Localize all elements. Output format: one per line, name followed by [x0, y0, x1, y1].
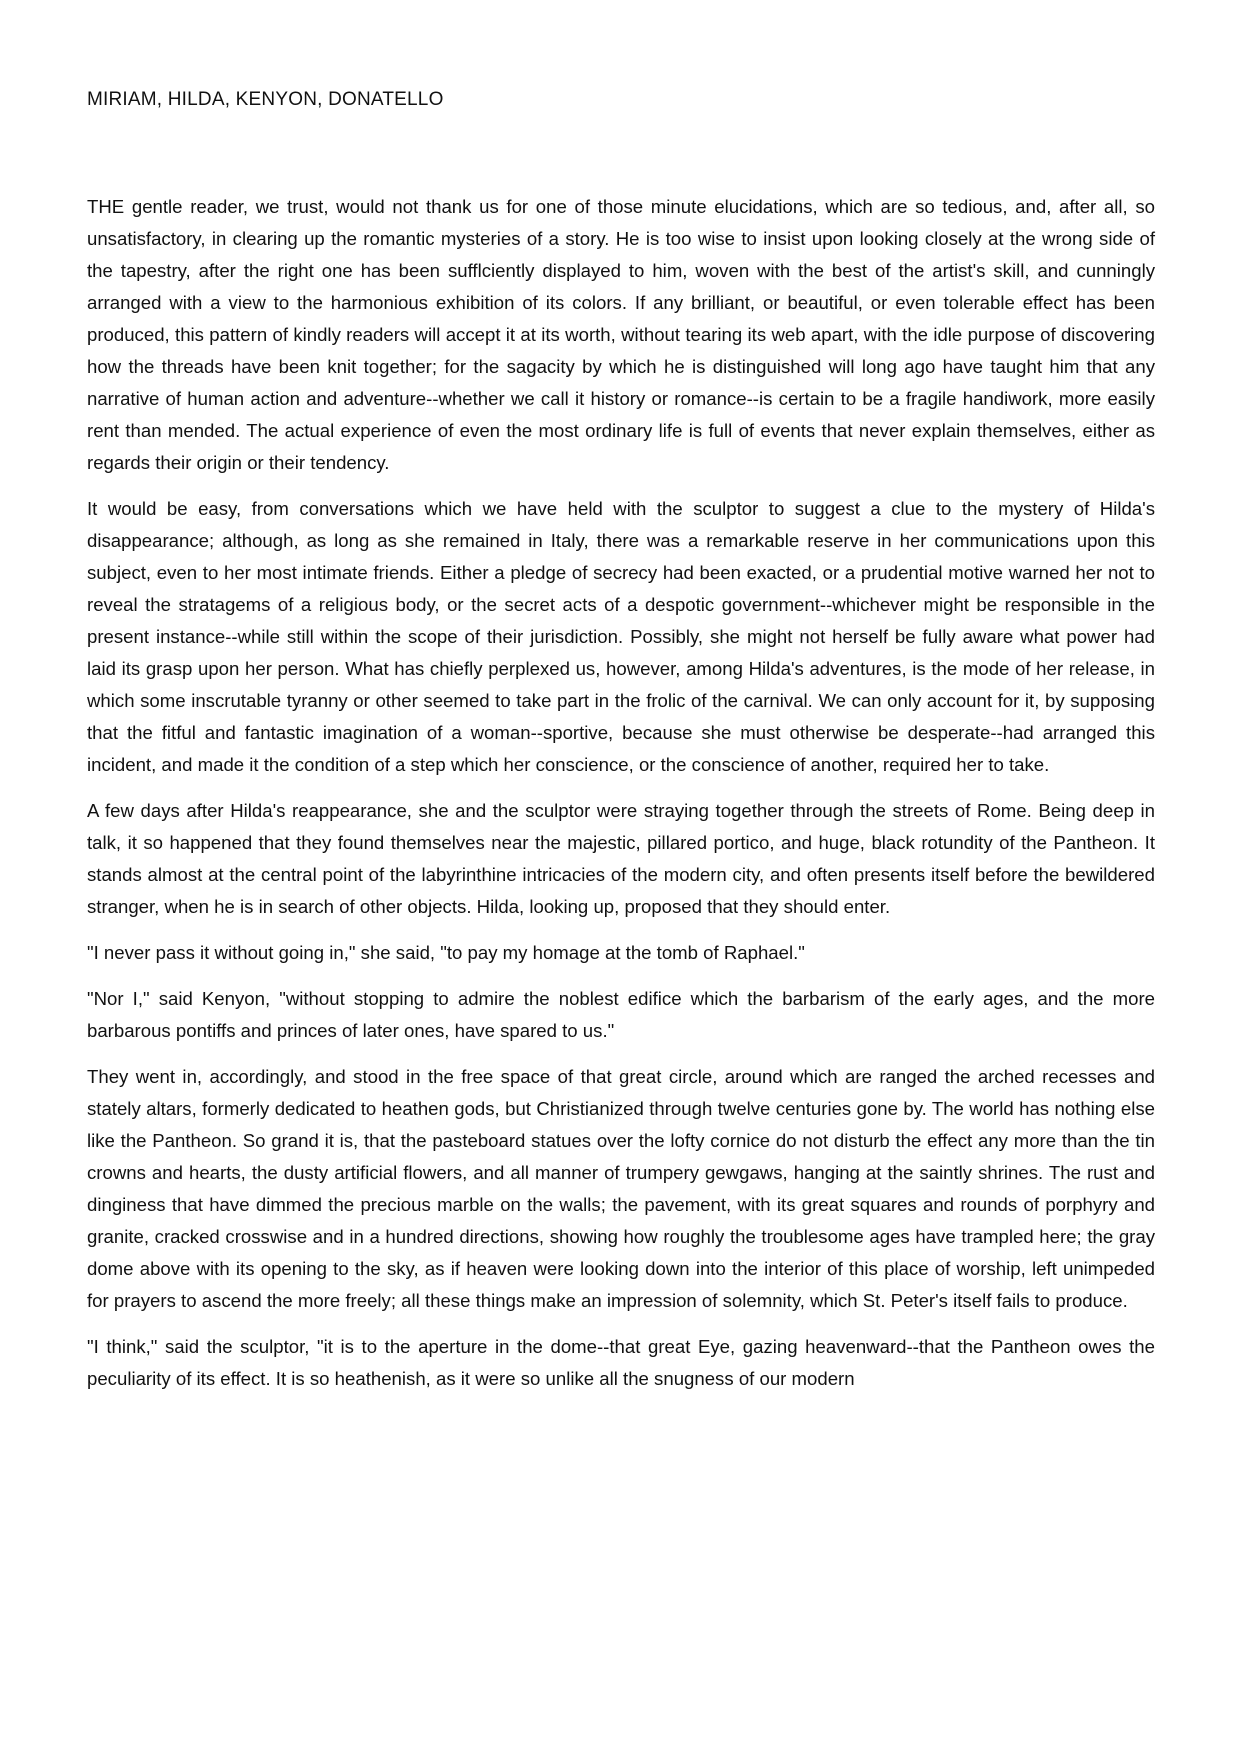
- paragraph: It would be easy, from conversations which we have held with the sculptor to suggest a clue to the mystery of Hilda's disappearance; although, as long as she remained in Italy, there was a remarkable reserve in her communications upon this subject, even to her most intimate friends. Either a pledge of secrecy had been exacted, or a prudential motive warned her not to reveal the stratagems of a religious body, or the secret acts of a despotic government--whichever might be responsible in the present instance--while still within the scope of their jurisdiction. Possibly, she might not herself be fully aware what power had laid its grasp upon her person. What has chiefly perplexed us, however, among Hilda's adventures, is the mode of her release, in which some inscrutable tyranny or other seemed to take part in the frolic of the carnival. We can only account for it, by supposing that the fitful and fantastic imagination of a woman--sportive, because she must otherwise be desperate--had arranged this incident, and made it the condition of a step which her conscience, or the conscience of another, required her to take.: [87, 498, 1155, 775]
- body-text: [87, 191, 1155, 1409]
- chapter-title: MIRIAM, HILDA, KENYON, DONATELLO: [87, 89, 444, 110]
- paragraph: "Nor I," said Kenyon, "without stopping to admire the noblest edifice which the barbarism of the early ages, and the more barbarous pontiffs and princes of later ones, have spared to us.": [87, 988, 1155, 1041]
- paragraph: "I think," said the sculptor, "it is to the aperture in the dome--that great Eye, gazing heavenward--that the Pantheon owes the peculiarity of its effect. It is so heathenish, as it were so unlike all the snugness of our modern: [87, 1336, 1155, 1389]
- paragraph: A few days after Hilda's reappearance, she and the sculptor were straying together through the streets of Rome. Being deep in talk, it so happened that they found themselves near the majestic, pillared portico, and huge, black rotundity of the Pantheon. It stands almost at the central point of the labyrinthine intricacies of the modern city, and often presents itself before the bewildered stranger, when he is in search of other objects. Hilda, looking up, proposed that they should enter.: [87, 800, 1155, 917]
- paragraph: They went in, accordingly, and stood in the free space of that great circle, around which are ranged the arched recesses and stately altars, formerly dedicated to heathen gods, but Christianized through twelve centuries gone by. The world has nothing else like the Pantheon. So grand it is, that the pasteboard statues over the lofty cornice do not disturb the effect any more than the tin crowns and hearts, the dusty artificial flowers, and all manner of trumpery gewgaws, hanging at the saintly shrines. The rust and dinginess that have dimmed the precious marble on the walls; the pavement, with its great squares and rounds of porphyry and granite, cracked crosswise and in a hundred directions, showing how roughly the troublesome ages have trampled here; the gray dome above with its opening to the sky, as if heaven were looking down into the interior of this place of worship, left unimpeded for prayers to ascend the more freely; all these things make an impression of solemnity, which St. Peter's itself fails to produce.: [87, 1066, 1155, 1311]
- paragraph: "I never pass it without going in," she said, "to pay my homage at the tomb of Raphael.": [87, 942, 805, 963]
- paragraph: THE gentle reader, we trust, would not thank us for one of those minute elucidations, which are so tedious, and, after all, so unsatisfactory, in clearing up the romantic mysteries of a story. He is too wise to insist upon looking closely at the wrong side of the tapestry, after the right one has been sufflciently displayed to him, woven with the best of the artist's skill, and cunningly arranged with a view to the harmonious exhibition of its colors. If any brilliant, or beautiful, or even tolerable effect has been produced, this pattern of kindly readers will accept it at its worth, without tearing its web apart, with the idle purpose of discovering how the threads have been knit together; for the sagacity by which he is distinguished will long ago have taught him that any narrative of human action and adventure--whether we call it history or romance--is certain to be a fragile handiwork, more easily rent than mended. The actual experience of even the most ordinary life is full of events that never explain themselves, either as regards their origin or their tendency.: [87, 196, 1155, 473]
